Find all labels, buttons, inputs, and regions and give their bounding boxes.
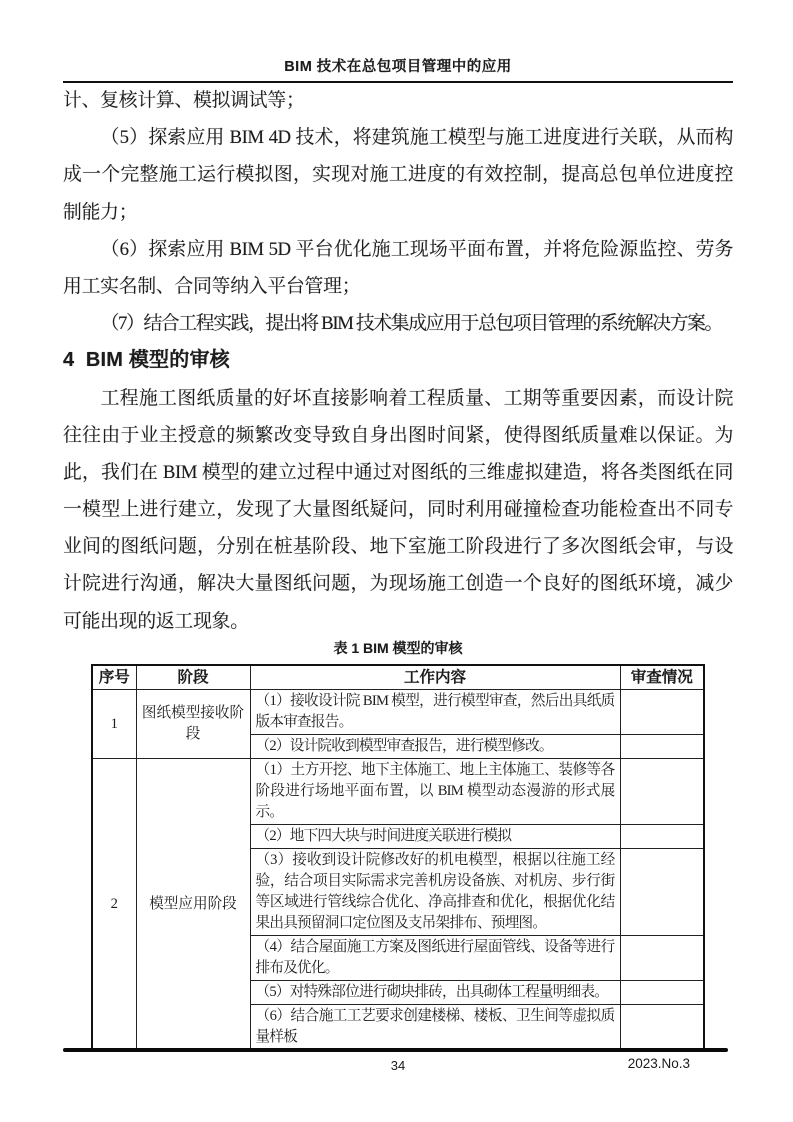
text-line: 往往由于业主授意的频繁改变导致自身出图时间紧，使得图纸质量难以保证。为	[63, 424, 733, 446]
text-line: 此，我们在 BIM 模型的建立过程中通过对图纸的三维虚拟建造，将各类图纸在同	[63, 461, 733, 483]
row-number-cell: 2	[92, 759, 136, 1051]
work-item-cell: （4）结合屋面施工方案及图纸进行屋面管线、设备等进行排布及优化。	[250, 936, 620, 981]
table-header-cell: 工作内容	[250, 665, 620, 690]
running-header-title: BIM 技术在总包项目管理中的应用	[284, 59, 512, 75]
work-item-cell: （2）地下四大块与时间进度关联进行模拟	[250, 825, 620, 849]
table-header-cell: 审查情况	[620, 665, 704, 690]
table-caption: 表 1 BIM 模型的审核	[333, 640, 463, 656]
work-item-cell: （5）对特殊部位进行砌块排砖，出具砌体工程量明细表。	[250, 981, 620, 1005]
work-item-cell: （1）接收设计院 BIM 模型，进行模型审查，然后出具纸质版本审查报告。	[250, 690, 620, 735]
review-status-cell	[620, 981, 704, 1005]
review-status-cell	[620, 825, 704, 849]
text-line: （5）探索应用 BIM 4D 技术，将建筑施工模型与施工进度进行关联，从而构	[100, 127, 733, 149]
issue-number: 2023.No.3	[627, 1056, 690, 1071]
text-line: 工程施工图纸质量的好坏直接影响着工程质量、工期等重要因素，而设计院	[100, 387, 733, 409]
work-item-cell: （6）结合施工工艺要求创建楼梯、楼板、卫生间等虚拟质量样板	[250, 1005, 620, 1051]
review-status-cell	[620, 690, 704, 735]
review-status-cell	[620, 1005, 704, 1051]
text-line: 计、复核计算、模拟调试等；	[63, 90, 305, 111]
table-body	[92, 690, 704, 1051]
text-line: 用工实名制、合同等纳入平台管理；	[63, 275, 361, 297]
table-row	[92, 759, 704, 825]
table-header-row	[92, 665, 704, 690]
text-line: 业间的图纸问题，分别在桩基阶段、地下室施工阶段进行了多次图纸会审，与设	[63, 536, 733, 558]
review-status-cell	[620, 849, 704, 936]
text-line: 一模型上进行建立，发现了大量图纸疑问，同时利用碰撞检查功能检查出不同专	[63, 499, 733, 521]
work-item-cell: （3）接收到设计院修改好的机电模型，根据以往施工经验，结合项目实际需求完善机房设备族、对机房、步行街等区域进行管线综合优化、净高排查和优化，根据优化结果出具预留洞口定位图及支吊架排布、预埋图。	[250, 849, 620, 936]
stage-cell: 图纸模型接收阶段	[136, 690, 250, 759]
row-number-cell: 1	[92, 690, 136, 759]
stage-cell: 模型应用阶段	[136, 759, 250, 1051]
text-line: （6）探索应用 BIM 5D 平台优化施工现场平面布置，并将危险源监控、劳务	[100, 238, 733, 260]
running-header	[63, 56, 733, 83]
footer-rule	[63, 1048, 728, 1052]
text-line: 可能出现的返工现象。	[63, 610, 249, 632]
review-status-cell	[620, 735, 704, 759]
work-item-cell: （2）设计院收到模型审查报告，进行模型修改。	[250, 735, 620, 759]
body-text	[63, 82, 733, 640]
work-item-cell: （1）土方开挖、地下主体施工、地上主体施工、装修等各阶段进行场地平面布置，以 BIM 模型动态漫游的形式展示。	[250, 759, 620, 825]
section-heading: 4 BIM 模型的审核	[63, 349, 230, 372]
text-line: 制能力；	[63, 201, 138, 223]
page-number: 34	[390, 1058, 406, 1073]
table-header-cell: 阶段	[136, 665, 250, 690]
table-header-cell: 序号	[92, 665, 136, 690]
text-line: 计院进行沟通，解决大量图纸问题，为现场施工创造一个良好的图纸环境，减少	[63, 573, 733, 595]
text-line: 成一个完整施工运行模拟图，实现对施工进度的有效控制，提高总包单位进度控	[63, 164, 733, 186]
table-row	[92, 690, 704, 735]
review-status-cell	[620, 936, 704, 981]
text-line: （7）结合工程实践，提出将 BIM 技术集成应用于总包项目管理的系统解决方案。	[100, 313, 722, 335]
review-table	[91, 664, 705, 1051]
review-status-cell	[620, 759, 704, 825]
